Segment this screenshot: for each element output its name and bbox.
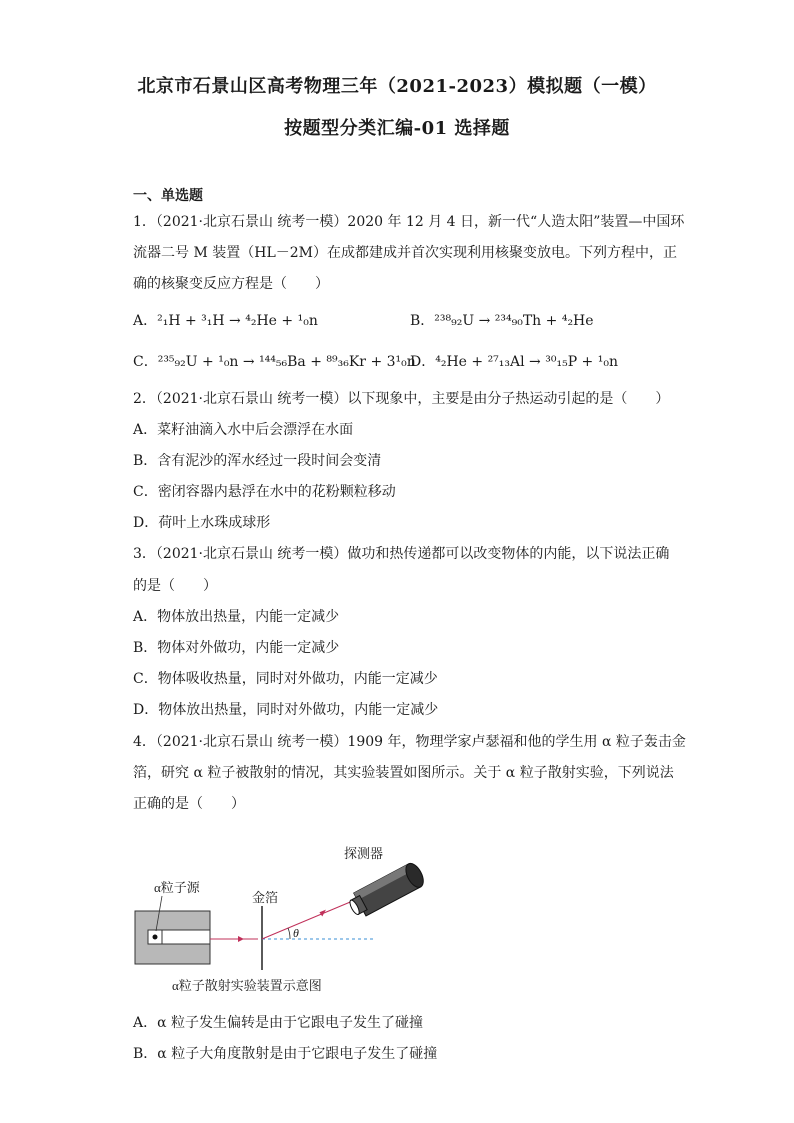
- section-heading: 一、单选题: [133, 188, 203, 204]
- scattering-diagram: [130, 838, 460, 998]
- q3-option-c: C．物体吸收热量，同时对外做功，内能一定减少: [133, 671, 438, 687]
- doc-title-line1: 北京市石景山区高考物理三年（2021-2023）模拟题（一模）: [137, 76, 657, 97]
- q1-line2: 流器二号 M 装置（HL－2M）在成都建成并首次实现利用核聚变放电。下列方程中，正: [133, 245, 677, 261]
- q3-line2: 的是（ ）: [133, 578, 217, 594]
- q4-line2: 箔，研究 α 粒子被散射的情况，其实验装置如图所示。关于 α 粒子散射实验，下列说法: [133, 765, 674, 781]
- q2-option-c: C．密闭容器内悬浮在水中的花粉颗粒移动: [133, 484, 396, 500]
- q3-line1: 3．（2021·北京石景山 统考一模）做功和热传递都可以改变物体的内能，以下说法正确: [133, 546, 670, 562]
- scattered-arrow: [319, 910, 327, 917]
- scattering-figure: [130, 838, 460, 1002]
- q3-option-a: A．物体放出热量，内能一定减少: [133, 609, 340, 625]
- source-label: α粒子源: [154, 880, 200, 895]
- q2-option-b: B．含有泥沙的浑水经过一段时间会变清: [133, 453, 382, 469]
- q2-option-a: A．菜籽油滴入水中后会漂浮在水面: [133, 422, 354, 438]
- doc-title-line2: 按题型分类汇编-01 选择题: [284, 118, 510, 139]
- q2-option-d: D．荷叶上水珠成球形: [133, 515, 271, 531]
- foil-label: 金箔: [252, 890, 279, 905]
- q4-option-b: B．α 粒子大角度散射是由于它跟电子发生了碰撞: [133, 1046, 438, 1062]
- q4-line3: 正确的是（ ）: [133, 796, 245, 812]
- q3-option-b: B．物体对外做功，内能一定减少: [133, 640, 340, 656]
- detector-label: 探测器: [344, 846, 384, 861]
- alpha-source-dot: [153, 935, 158, 940]
- detector: [346, 861, 427, 921]
- q1-option-c: C．²³⁵₉₂U + ¹₀n → ¹⁴⁴₅₆Ba + ⁸⁹₃₆Kr + 3¹₀n: [133, 354, 416, 370]
- figure-caption: α粒子散射实验装置示意图: [172, 978, 322, 993]
- q4-line1: 4．（2021·北京石景山 统考一模）1909 年，物理学家卢瑟福和他的学生用 α 粒子轰击金: [133, 734, 686, 750]
- q1-line3: 确的核聚变反应方程是（ ）: [133, 276, 329, 292]
- incident-arrow: [238, 936, 244, 942]
- q3-option-d: D．物体放出热量，同时对外做功，内能一定减少: [133, 702, 439, 718]
- q1-line1: 1．（2021·北京石景山 统考一模）2020 年 12 月 4 日，新一代“人造太阳”装置—中国环: [133, 214, 685, 230]
- angle-label: θ: [293, 926, 299, 940]
- q4-option-a: A．α 粒子发生偏转是由于它跟电子发生了碰撞: [133, 1015, 424, 1031]
- angle-arc: [288, 928, 290, 939]
- q1-option-b: B．²³⁸₉₂U → ²³⁴₉₀Th + ⁴₂He: [410, 313, 594, 329]
- q2-stem: 2．（2021·北京石景山 统考一模）以下现象中，主要是由分子热运动引起的是（ ）: [133, 391, 670, 407]
- scattered-beam: [262, 900, 355, 939]
- q1-option-d: D．⁴₂He + ²⁷₁₃Al → ³⁰₁₅P + ¹₀n: [410, 354, 618, 370]
- q1-option-a: A．²₁H + ³₁H → ⁴₂He + ¹₀n: [133, 313, 318, 329]
